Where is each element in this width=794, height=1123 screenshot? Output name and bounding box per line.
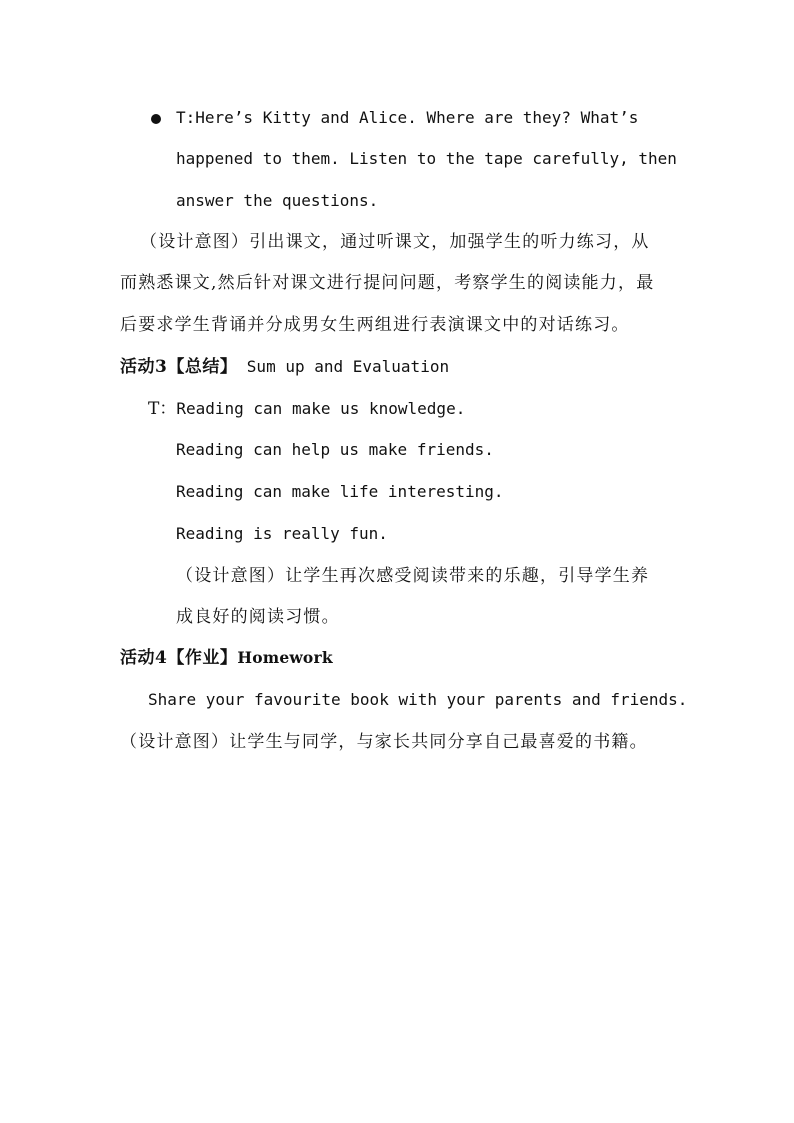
- activity4-heading-en: Homework: [237, 648, 333, 667]
- activity3-heading: [120, 356, 449, 378]
- design-intent-1-line-1: （设计意图）引出课文，通过听课文，加强学生的听力练习，从: [140, 232, 650, 252]
- activity3-line-3: Reading can make life interesting.: [176, 482, 504, 501]
- design-intent-1-line-3: 后要求学生背诵并分成男女生两组进行表演课文中的对话练习。: [120, 315, 630, 335]
- activity4-design-intent: （设计意图）让学生与同学，与家长共同分享自己最喜爱的书籍。: [120, 732, 648, 752]
- activity3-line-2: Reading can help us make friends.: [176, 440, 494, 459]
- activity3-line-4: Reading is really fun.: [176, 524, 388, 543]
- activity4-heading-cn: 活动4【作业】: [120, 648, 238, 668]
- activity3-teacher-line: [148, 398, 465, 420]
- activity3-design-intent-line-2: 成良好的阅读习惯。: [176, 607, 340, 627]
- bullet-text-line-2: happened to them. Listen to the tape carefully, then: [176, 149, 677, 168]
- activity3-line-1: Reading can make us knowledge.: [176, 399, 466, 418]
- activity3-heading-en: Sum up and Evaluation: [246, 357, 450, 376]
- activity4-task: Share your favourite book with your parents and friends.: [148, 690, 688, 709]
- bullet-text-line-3: answer the questions.: [176, 191, 379, 210]
- bullet-dot-icon: [151, 114, 161, 124]
- bullet-text-line-1: T:Here’s Kitty and Alice. Where are they? What’s: [176, 108, 639, 127]
- activity3-heading-cn: 活动3【总结】: [120, 357, 238, 377]
- activity3-design-intent-line-1: （设计意图）让学生再次感受阅读带来的乐趣，引导学生养: [176, 566, 650, 586]
- activity3-teacher-prefix: T：: [148, 399, 177, 419]
- activity4-heading: [120, 647, 333, 669]
- design-intent-1-line-2: 而熟悉课文,然后针对课文进行提问问题，考察学生的阅读能力，最: [120, 273, 655, 293]
